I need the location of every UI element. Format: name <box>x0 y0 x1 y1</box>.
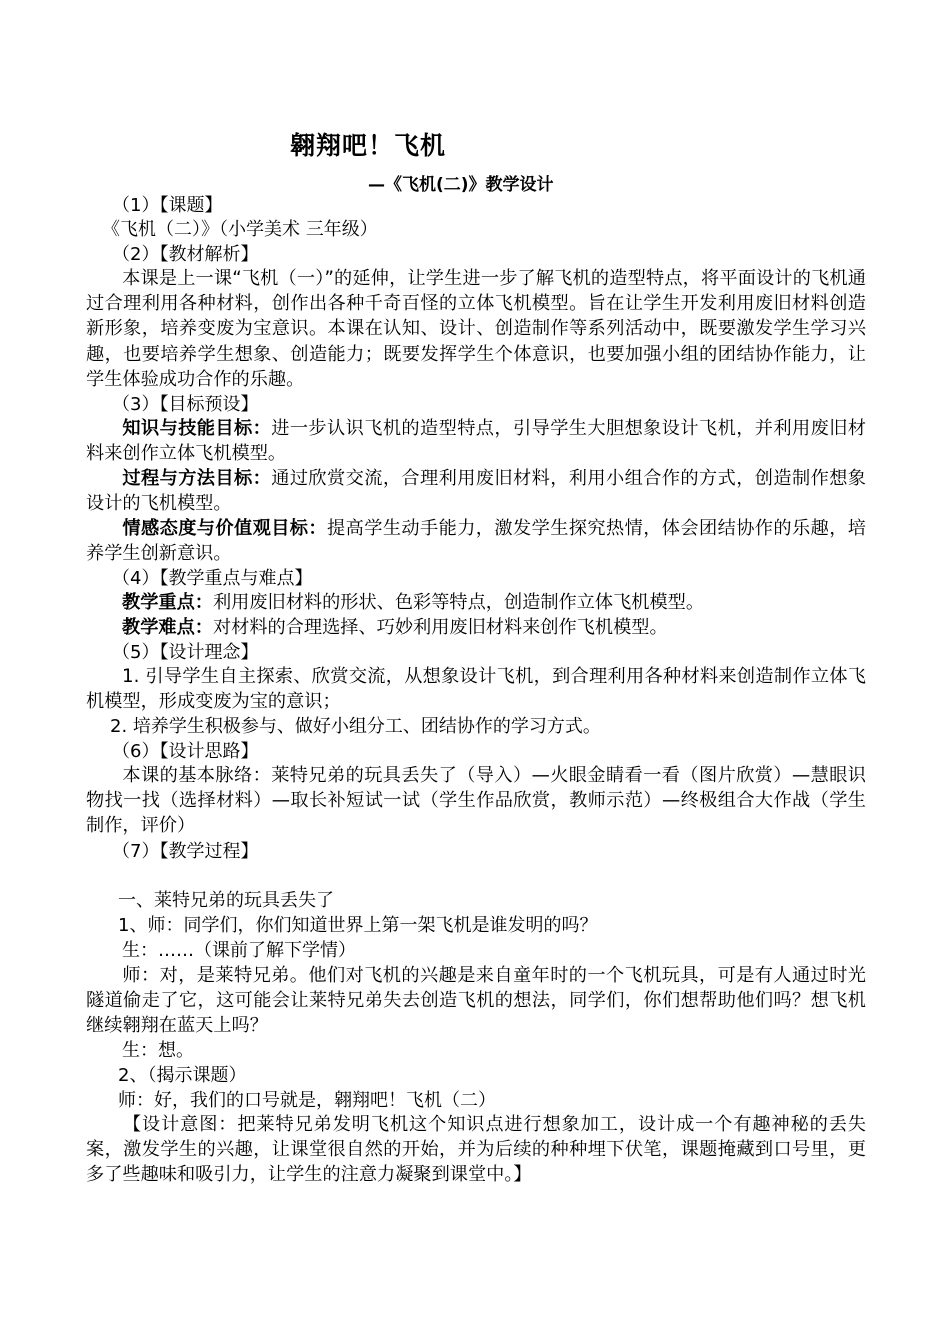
difficult-point <box>86 615 866 640</box>
goal-process <box>86 466 866 516</box>
goal-knowledge-text: 进一步认识飞机的造型特点，引导学生大胆想象设计飞机，并利用废旧材料来创作立体飞机模型。 <box>86 418 866 465</box>
design-intent-text: 【设计意图：把莱特兄弟发明飞机这个知识点进行想象加工，设计成一个有趣神秘的丢失案，激发学生的兴趣，让课堂很自然的开始，并为后续的种种埋下伏笔，课题掩藏到口号里，更多了些趣味和吸引力，让学生的注意力凝聚到课堂中。】 <box>86 1114 866 1186</box>
section-7-heading: （7）【教学过程】 <box>112 841 259 862</box>
goal-knowledge <box>86 416 866 466</box>
difficult-point-text: 对材料的合理选择、巧妙利用废旧材料来创作飞机模型。 <box>212 617 668 638</box>
process-step-2: 2、（揭示课题） <box>118 1065 247 1086</box>
concept-2-text: 2. 培养学生积极参与、做好小组分工、团结协作的学习方式。 <box>110 716 601 737</box>
goal-emotion <box>86 516 866 566</box>
design-idea <box>86 763 866 839</box>
goal-emotion-text: 提高学生动手能力，激发学生探究热情，体会团结协作的乐趣，培养学生创新意识。 <box>86 518 866 565</box>
goal-knowledge-label: 知识与技能目标： <box>122 418 272 439</box>
process-teacher-2-text: 师：对，是莱特兄弟。他们对飞机的兴趣是来自童年时的一个飞机玩具，可是有人通过时光隧道偷走了它，这可能会让莱特兄弟失去创造飞机的想法，同学们，你们想帮助他们吗？想飞机继续翱翔在蓝天上吗？ <box>86 965 866 1037</box>
goal-process-text: 通过欣赏交流，合理利用废旧材料，利用小组合作的方式，创造制作想象设计的飞机模型。 <box>86 468 866 515</box>
key-point-label: 教学重点： <box>122 592 213 613</box>
key-point-text: 利用废旧材料的形状、色彩等特点，创造制作立体飞机模型。 <box>212 592 705 613</box>
section-2-text: 本课是上一课“飞机（一）”的延伸，让学生进一步了解飞机的造型特点，将平面设计的飞机通过合理利用各种材料，创作出各种千奇百怪的立体飞机模型。旨在让学生开发利用废旧材料创造新形象，培养变废为宝意识。本课在认知、设计、创造制作等系列活动中，既要激发学生学习兴趣，也要培养学生想象、创造能力；既要发挥学生个体意识，也要加强小组的团结协作能力，让学生体验成功合作的乐趣。 <box>86 268 866 390</box>
concept-1-text: 1. 引导学生自主探索、欣赏交流，从想象设计飞机，到合理利用各种材料来创造制作立体飞机模型，形成变废为宝的意识； <box>86 666 866 713</box>
process-teacher-3: 师：好，我们的口号就是，翱翔吧！飞机（二） <box>118 1090 496 1111</box>
design-idea-text: 本课的基本脉络：莱特兄弟的玩具丢失了（导入）—火眼金睛看一看（图片欣赏）—慧眼识物找一找（选择材料）—取长补短试一试（学生作品欣赏，教师示范）—终极组合大作战（学生制作，评价） <box>86 765 866 837</box>
process-teacher-2 <box>86 963 866 1039</box>
difficult-point-label: 教学难点： <box>122 617 213 638</box>
section-2-heading: （2）【教材解析】 <box>112 244 259 265</box>
section-3-heading: （3）【目标预设】 <box>112 394 259 415</box>
goal-emotion-label: 情感态度与价值观目标： <box>122 518 328 539</box>
doc-title: 翱翔吧！飞机 <box>290 131 447 160</box>
section-2-paragraph <box>86 266 866 392</box>
section-5-heading: （5）【设计理念】 <box>112 642 259 663</box>
key-point <box>86 590 866 615</box>
section-6-heading: （6）【设计思路】 <box>112 741 259 762</box>
doc-subtitle: —《飞机(二)》教学设计 <box>368 175 554 195</box>
process-answer-1: 生：……（课前了解下学情） <box>122 940 356 961</box>
process-question-1: 1、师：同学们，你们知道世界上第一架飞机是谁发明的吗？ <box>118 915 598 936</box>
concept-1 <box>86 664 866 714</box>
goal-process-label: 过程与方法目标： <box>122 468 272 489</box>
section-1-text: 《飞机（二）》（小学美术 三年级） <box>102 219 378 240</box>
design-intent <box>86 1112 866 1188</box>
section-4-heading: （4）【教学重点与难点】 <box>112 568 313 589</box>
process-heading-1: 一、莱特兄弟的玩具丢失了 <box>118 890 334 911</box>
process-answer-2: 生：想。 <box>122 1040 194 1061</box>
section-1-heading: （1）【课题】 <box>112 195 223 216</box>
